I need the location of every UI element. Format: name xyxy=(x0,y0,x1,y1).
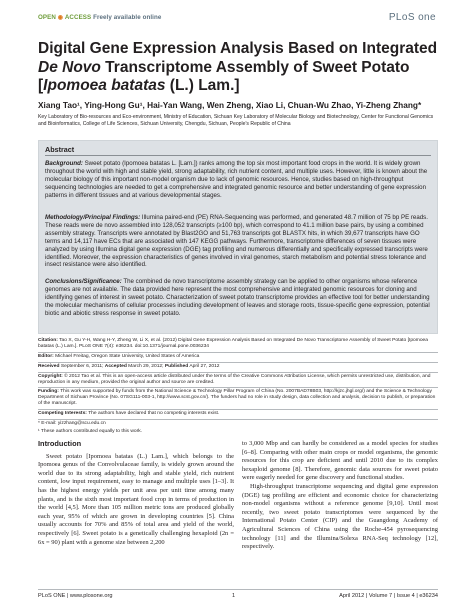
introduction-heading: Introduction xyxy=(38,439,82,448)
meta-divider xyxy=(38,419,438,420)
body-paragraph: High-throughput transcriptome sequencing and digital gene expression (DGE) tag profiling are efficient and economic choice for characterizing non-model organisms without a reference genome [9,10]. Until most recently, two sweet potato transcriptomes were sequenced by the International Potato Center (CIP) and the Guangdong Academy of Agricultural Sciences of China using the Roche-454 pyrosequencing technology [11] and the Illumina/Solexa RNA-Seq technology [12], respectively. xyxy=(242,482,438,551)
meta-divider xyxy=(38,352,438,353)
body-paragraph: to 3,000 Mbp and can hardly be considered as a model species for studies [6–8]. Comparing with other main crops or model organisms, the genomic resources for this crop are deficient and until 2010 due to its complex hexaploid genome [8]. Therefore, genomic data sources for sweet potato were eagerly needed for gene discovery and functional studies. xyxy=(242,440,438,482)
abstract-conclusions: Conclusions/Significance: The combined de novo transcriptome assembly strategy can be applied to other organisms whose reference genomes are not available. The data provided here represent the most comprehensive and integrated genomic resources for cloning and identifying genes of interest in sweet potato. Characterization of sweet potato transcriptome provides an effective tool for better understanding the molecular mechanisms of cellular processes including development of leaves and storage roots, tissue-specific gene expression, potential biotic and abiotic stress response in sweet potato. xyxy=(45,278,430,317)
footer-journal: PLoS ONE | www.plosone.org xyxy=(38,593,113,599)
abstract-box xyxy=(38,140,438,334)
competing-interests: Competing Interests: The authors have declared that no competing interests exist. xyxy=(38,411,220,416)
corresponding-email: * E-mail: yizzhang@scu.edu.cn xyxy=(38,421,106,426)
open-lock-icon: ◉ xyxy=(57,14,64,21)
dates: Received September 6, 2011; Accepted March 29, 2012; Published April 27, 2012 xyxy=(38,364,220,369)
footer-issue: April 2012 | Volume 7 | Issue 4 | e36234 xyxy=(339,593,438,599)
journal-header xyxy=(38,12,436,26)
abstract-heading: Abstract xyxy=(45,145,75,154)
body-left-column xyxy=(38,440,234,547)
article-title: Digital Gene Expression Analysis Based on Integrated De Novo Transcriptome Assembly of Sweet Potato [Ipomoea batatas (L.) Lam.] xyxy=(38,40,438,94)
meta-divider xyxy=(38,362,438,363)
author-list: Xiang Tao¹, Ying-Hong Gu¹, Hai-Yan Wang, Wen Zheng, Xiao Li, Chuan-Wu Zhao, Yi-Zheng Zhang* xyxy=(38,100,422,110)
open-access-badge: OPEN ◉ ACCESS Freely available online xyxy=(38,14,162,21)
citation: Citation: Tao X, Gu Y-H, Wang H-Y, Zheng W, Li X, et al. (2012) Digital Gene Expression Analysis Based on Integrated De Novo Transcriptome Assembly of Sweet Potato [Ipomoea batatas (L.) Lam.]. PLoS ONE 7(4): e36234. doi:10.1371/journal.pone.0036234 xyxy=(38,338,428,350)
meta-divider xyxy=(38,409,438,410)
body-paragraph: Sweet potato [Ipomoea batatas (L.) Lam.], which belongs to the Ipomoea genus of the Convolvulaceae family, is widely grown around the world due to its strong adaptability, high and stable yield, rich nutrient content, low input requirement, easy to manage and multiple uses [1–3]. It has the highest energy yields per unit area per unit time among many plants, and is the sixth most important food crop in terms of production in the world [4,5]. More than 105 million metric tons are produced globally each year, 95% of which are grown in developing countries [5]. China usually accounts for 70% and 85% of total area and yield of the world, respectively [6]. Sweet potato is a genetically challenging hexaploid (2n = 6x = 90) plant with a genome size between 2,200 xyxy=(38,452,234,546)
abstract-background: Background: Sweet potato (Ipomoea batatas L. [Lam.]) ranks among the top six most important food crops in the world. It is widely grown throughout the world with high and stable yield, strong adaptability, rich nutrient content, and multiple uses. However, little is known about the molecular biology of this important non-model organism due to lack of genomic resources. Hence, studies based on high-throughput sequencing technologies are needed to get a comprehensive and integrated genomic resource and better understanding of gene expression patterns in different tissues and at various developmental stages. xyxy=(45,160,428,199)
abstract-divider xyxy=(45,155,431,156)
plos-one-logo: PLoS one xyxy=(388,12,436,23)
page-footer xyxy=(38,593,438,603)
meta-divider xyxy=(38,387,438,388)
editor: Editor: Michael Freitag, Oregon State University, United States of America xyxy=(38,354,200,359)
funding: Funding: This work was supported by funds from the National Science & Technology Pillar Program of China (No. 2007BAD78B03, http://kjzc.jhgl.org/) and the Science & Technology Department of Sichuan Province (No. 07SG111-003-1, http://www.scst.gov.cn/). The funders had no role in study design, data collection and analysis, decision to publish, or preparation of the manuscript. xyxy=(38,389,436,407)
page-number: 1 xyxy=(232,593,236,599)
affiliation: Key Laboratory of Bio-resources and Eco-environment, Ministry of Education, Sichuan Key Laboratory of Molecular Biology and Biotechnology, Center for Functional Genomics and Bioinformatics, College of Life Sciences, Sichuan University, Chengdu, Sichuan, People's Republic of China xyxy=(38,114,434,127)
meta-divider xyxy=(38,372,438,373)
footer-divider xyxy=(38,589,438,590)
copyright: Copyright: © 2012 Tao et al. This is an open-access article distributed under the terms of the Creative Commons Attribution License, which permits unrestricted use, distribution, and reproduction in any medium, provided the original author and source are credited. xyxy=(38,374,431,386)
abstract-methods: Methodology/Principal Findings: Illumina paired-end (PE) RNA-Sequencing was performed, and generated 48.7 million of 75 bp PE reads. These reads were de novo assembled into 128,052 transcripts (≥100 bp), which correspond to 41.1 million base pairs, by using a combined assembly strategy. Transcripts were annotated by Blast2GO and 51,763 transcripts got BLASTX hits, in which 39,677 transcripts have GO terms and 14,117 have ECs that are associated with 147 KEGG pathways. Furthermore, transcriptome differences of seven tissues were analyzed by using Illumina digital gene expression (DGE) tag profiling and numerous differentially and specifically expressed transcripts were identified. Moreover, the expression characteristics of genes involved in viral genomes, starch metabolism and potential stress tolerance and insect resistance were also identified. xyxy=(45,214,428,269)
equal-contribution-note: ¹ These authors contributed equally to this work. xyxy=(38,429,143,434)
body-right-column xyxy=(242,440,438,552)
